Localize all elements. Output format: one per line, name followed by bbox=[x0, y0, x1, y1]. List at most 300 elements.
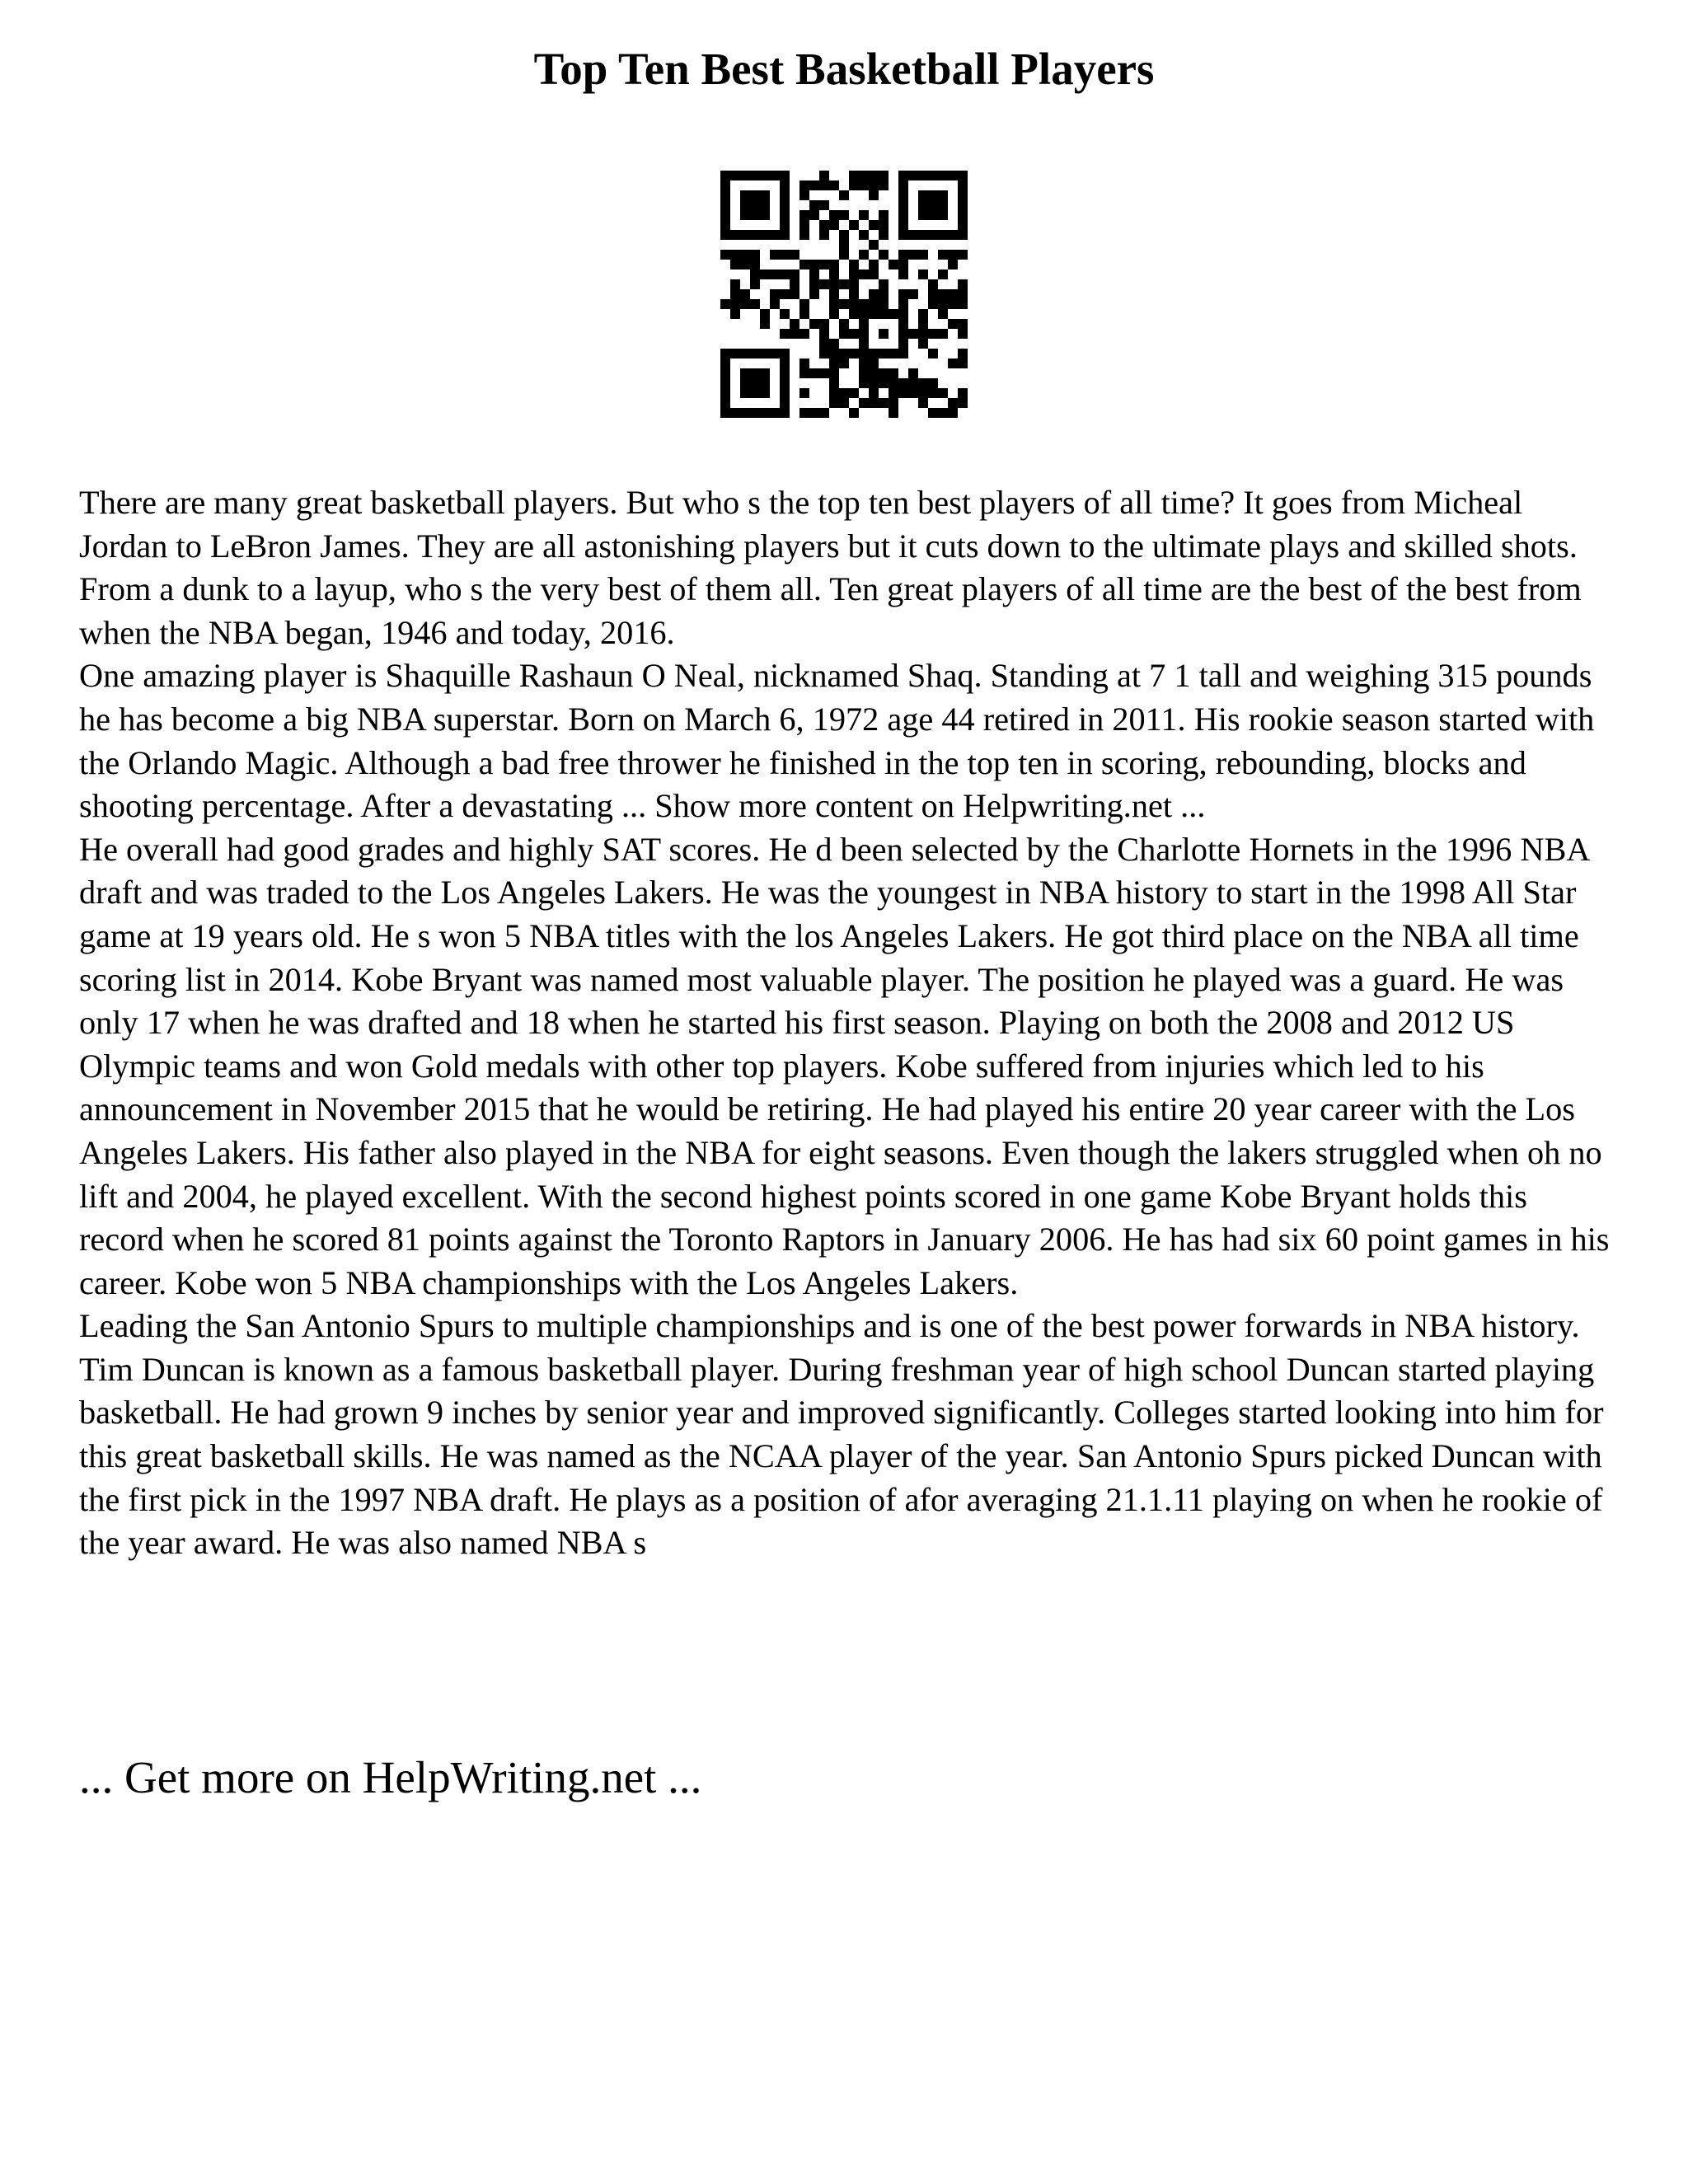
qr-module bbox=[948, 250, 958, 260]
qr-module bbox=[948, 359, 958, 368]
qr-module bbox=[839, 279, 849, 289]
qr-module bbox=[829, 388, 839, 398]
qr-module bbox=[829, 339, 839, 349]
qr-module bbox=[898, 349, 908, 359]
qr-module bbox=[730, 171, 740, 180]
qr-module bbox=[730, 230, 740, 240]
qr-module bbox=[799, 309, 809, 319]
qr-module bbox=[750, 349, 760, 359]
qr-module bbox=[898, 269, 908, 279]
qr-module bbox=[958, 210, 968, 220]
qr-module bbox=[958, 200, 968, 210]
qr-module bbox=[750, 368, 760, 378]
qr-module bbox=[908, 368, 918, 378]
qr-module bbox=[730, 260, 740, 269]
qr-module bbox=[908, 250, 918, 260]
qr-module bbox=[780, 349, 790, 359]
qr-module bbox=[859, 368, 869, 378]
qr-module bbox=[720, 180, 730, 190]
qr-module bbox=[859, 319, 869, 329]
qr-module bbox=[740, 190, 750, 200]
qr-module bbox=[720, 398, 730, 408]
qr-module bbox=[780, 180, 790, 190]
qr-module bbox=[750, 299, 760, 309]
qr-module bbox=[809, 368, 819, 378]
qr-module bbox=[829, 269, 839, 279]
qr-module bbox=[889, 398, 898, 408]
qr-module bbox=[879, 299, 889, 309]
qr-module bbox=[819, 230, 829, 240]
qr-module bbox=[948, 299, 958, 309]
qr-module bbox=[879, 378, 889, 388]
qr-module bbox=[740, 230, 750, 240]
qr-module bbox=[879, 220, 889, 230]
qr-module bbox=[760, 388, 770, 398]
qr-module bbox=[889, 388, 898, 398]
qr-module bbox=[839, 230, 849, 240]
qr-module bbox=[859, 339, 869, 349]
qr-module bbox=[730, 299, 740, 309]
qr-module bbox=[898, 200, 908, 210]
qr-module bbox=[829, 398, 839, 408]
qr-module bbox=[958, 171, 968, 180]
qr-module bbox=[839, 210, 849, 220]
qr-module bbox=[829, 260, 839, 269]
qr-module bbox=[750, 388, 760, 398]
qr-module bbox=[799, 180, 809, 190]
qr-module bbox=[760, 269, 770, 279]
qr-module bbox=[849, 180, 859, 190]
qr-module bbox=[720, 210, 730, 220]
qr-module bbox=[720, 378, 730, 388]
qr-module bbox=[780, 368, 790, 378]
qr-module bbox=[720, 368, 730, 378]
qr-module bbox=[928, 388, 938, 398]
qr-module bbox=[740, 388, 750, 398]
qr-module bbox=[839, 359, 849, 368]
qr-module bbox=[790, 329, 799, 339]
qr-module bbox=[928, 378, 938, 388]
qr-module bbox=[790, 250, 799, 260]
qr-module bbox=[898, 210, 908, 220]
qr-module bbox=[948, 230, 958, 240]
qr-module bbox=[928, 329, 938, 339]
qr-module bbox=[928, 171, 938, 180]
qr-module bbox=[869, 289, 879, 299]
qr-module bbox=[898, 339, 908, 349]
qr-module bbox=[898, 378, 908, 388]
qr-module bbox=[750, 408, 760, 418]
qr-module bbox=[780, 309, 790, 319]
qr-module bbox=[829, 220, 839, 230]
qr-module bbox=[839, 349, 849, 359]
qr-module bbox=[720, 299, 730, 309]
qr-module bbox=[829, 309, 839, 319]
qr-module bbox=[869, 260, 879, 269]
qr-module bbox=[750, 230, 760, 240]
qr-module bbox=[938, 309, 948, 319]
qr-module bbox=[720, 190, 730, 200]
qr-module bbox=[720, 200, 730, 210]
qr-module bbox=[829, 378, 839, 388]
qr-module bbox=[770, 408, 780, 418]
qr-module bbox=[799, 220, 809, 230]
qr-module bbox=[859, 180, 869, 190]
qr-module bbox=[849, 269, 859, 279]
qr-module bbox=[948, 319, 958, 329]
qr-module bbox=[938, 408, 948, 418]
qr-module bbox=[750, 279, 760, 289]
qr-module bbox=[720, 220, 730, 230]
qr-module bbox=[849, 260, 859, 269]
qr-module bbox=[839, 299, 849, 309]
qr-module bbox=[829, 289, 839, 299]
qr-module bbox=[770, 349, 780, 359]
qr-module bbox=[740, 171, 750, 180]
qr-module bbox=[849, 309, 859, 319]
qr-module bbox=[770, 230, 780, 240]
qr-module bbox=[730, 309, 740, 319]
qr-module bbox=[780, 230, 790, 240]
qr-module bbox=[958, 359, 968, 368]
qr-module bbox=[948, 408, 958, 418]
qr-module bbox=[928, 289, 938, 299]
qr-module bbox=[829, 368, 839, 378]
qr-module bbox=[938, 250, 948, 260]
qr-module bbox=[780, 329, 790, 339]
qr-module bbox=[750, 171, 760, 180]
qr-module bbox=[869, 378, 879, 388]
qr-module bbox=[819, 368, 829, 378]
qr-module bbox=[780, 388, 790, 398]
qr-module bbox=[730, 279, 740, 289]
qr-module bbox=[829, 359, 839, 368]
qr-module bbox=[720, 359, 730, 368]
qr-module bbox=[948, 171, 958, 180]
qr-module bbox=[780, 220, 790, 230]
qr-module bbox=[908, 329, 918, 339]
qr-module bbox=[928, 279, 938, 289]
qr-module bbox=[809, 408, 819, 418]
qr-module bbox=[869, 309, 879, 319]
qr-module bbox=[740, 210, 750, 220]
qr-module bbox=[928, 349, 938, 359]
qr-module bbox=[849, 220, 859, 230]
qr-module bbox=[938, 200, 948, 210]
qr-module bbox=[750, 260, 760, 269]
qr-module bbox=[819, 329, 829, 339]
qr-module bbox=[790, 289, 799, 299]
qr-module bbox=[740, 378, 750, 388]
qr-module bbox=[859, 398, 869, 408]
qr-module bbox=[799, 260, 809, 269]
qr-module bbox=[859, 359, 869, 368]
qr-module bbox=[760, 230, 770, 240]
qr-module bbox=[918, 190, 928, 200]
qr-module bbox=[908, 289, 918, 299]
qr-module bbox=[819, 319, 829, 329]
qr-module bbox=[859, 309, 869, 319]
qr-module bbox=[918, 388, 928, 398]
qr-module bbox=[958, 388, 968, 398]
qr-module bbox=[720, 171, 730, 180]
qr-module bbox=[958, 299, 968, 309]
qr-module bbox=[918, 319, 928, 329]
qr-module bbox=[859, 378, 869, 388]
qr-module bbox=[829, 279, 839, 289]
qr-module bbox=[898, 250, 908, 260]
qr-module bbox=[819, 339, 829, 349]
qr-module bbox=[849, 279, 859, 289]
qr-module bbox=[948, 289, 958, 299]
qr-module bbox=[859, 349, 869, 359]
qr-module bbox=[720, 230, 730, 240]
paragraph-intro: There are many great basketball players. But who s the top ten best players of all time? It goes from Micheal Jordan to LeBron James. They are all astonishing players but it cuts down to the ultimate plays and skilled shots. From a dunk to a layup, who s the very best of them all. Ten great players of all time are the best of the best from when the NBA began, 1946 and today, 2016. bbox=[79, 484, 1582, 651]
qr-module bbox=[918, 269, 928, 279]
qr-module bbox=[720, 250, 730, 260]
qr-module bbox=[849, 349, 859, 359]
qr-module bbox=[869, 349, 879, 359]
qr-module bbox=[958, 220, 968, 230]
qr-module bbox=[770, 269, 780, 279]
qr-module bbox=[898, 190, 908, 200]
qr-module bbox=[889, 368, 898, 378]
qr-module bbox=[879, 171, 889, 180]
qr-module bbox=[740, 368, 750, 378]
qr-module bbox=[889, 408, 898, 418]
qr-module bbox=[938, 171, 948, 180]
qr-module bbox=[958, 230, 968, 240]
qr-module bbox=[879, 210, 889, 220]
qr-module bbox=[918, 329, 928, 339]
qr-module bbox=[958, 349, 968, 359]
page-title: Top Ten Best Basketball Players bbox=[533, 44, 1155, 94]
qr-module bbox=[839, 398, 849, 408]
qr-module bbox=[879, 180, 889, 190]
qr-module bbox=[908, 171, 918, 180]
paragraph-kobe: He overall had good grades and highly SAT scores. He d been selected by the Charlotte Hornets in the 1996 NBA draft and was traded to the Los Angeles Lakers. He was the youngest in NBA history to start in the 1998 All Star game at 19 years old. He s won 5 NBA titles with the los Angeles Lakers. He got third place on the NBA all time scoring list in 2014. Kobe Bryant was named most valuable player. The position he played was a guard. He was only 17 when he was drafted and 18 when he started his first season. Playing on both the 2008 and 2012 US Olympic teams and won Gold medals with other top players. Kobe suffered from injuries which led to his announcement in November 2015 that he would be retiring. He had played his entire 20 year career with the Los Angeles Lakers. His father also played in the NBA for eight seasons. Even though the lakers struggled when oh no lift and 2004, he played excellent. With the second highest points scored in one game Kobe Bryant holds this record when he scored 81 points against the Toronto Raptors in January 2006. He has had six 60 point games in his career. Kobe won 5 NBA championships with the Los Angeles Lakers. bbox=[79, 830, 1610, 1301]
qr-module bbox=[809, 180, 819, 190]
qr-module bbox=[790, 319, 799, 329]
qr-module bbox=[829, 349, 839, 359]
qr-module bbox=[879, 368, 889, 378]
qr-module bbox=[720, 408, 730, 418]
qr-module bbox=[799, 408, 809, 418]
qr-module bbox=[859, 250, 869, 260]
qr-module bbox=[819, 279, 829, 289]
qr-module bbox=[879, 329, 889, 339]
qr-module bbox=[918, 230, 928, 240]
qr-module bbox=[958, 289, 968, 299]
qr-module bbox=[770, 299, 780, 309]
qr-module bbox=[918, 200, 928, 210]
qr-module bbox=[859, 269, 869, 279]
qr-module bbox=[839, 250, 849, 260]
qr-module bbox=[958, 279, 968, 289]
qr-module bbox=[740, 289, 750, 299]
qr-module bbox=[809, 319, 819, 329]
qr-module bbox=[730, 408, 740, 418]
qr-module bbox=[898, 289, 908, 299]
qr-module bbox=[958, 250, 968, 260]
qr-module bbox=[869, 180, 879, 190]
qr-module bbox=[859, 230, 869, 240]
qr-module bbox=[928, 299, 938, 309]
qr-module bbox=[958, 398, 968, 408]
qr-module bbox=[849, 289, 859, 299]
qr-module bbox=[780, 190, 790, 200]
qr-module bbox=[958, 180, 968, 190]
qr-module bbox=[898, 260, 908, 269]
qr-module bbox=[760, 408, 770, 418]
qr-module bbox=[869, 220, 879, 230]
qr-module bbox=[869, 368, 879, 378]
qr-module bbox=[879, 309, 889, 319]
qr-module bbox=[780, 171, 790, 180]
qr-module bbox=[819, 260, 829, 269]
qr-module bbox=[869, 171, 879, 180]
qr-module bbox=[869, 190, 879, 200]
qr-module bbox=[879, 230, 889, 240]
qr-module bbox=[799, 210, 809, 220]
qr-module bbox=[889, 260, 898, 269]
qr-module bbox=[750, 250, 760, 260]
qr-module bbox=[829, 210, 839, 220]
qr-module bbox=[790, 269, 799, 279]
qr-module bbox=[740, 408, 750, 418]
qr-module bbox=[918, 339, 928, 349]
qr-module bbox=[859, 210, 869, 220]
qr-module bbox=[879, 349, 889, 359]
get-more-link[interactable]: ... Get more on HelpWriting.net ... bbox=[79, 1752, 702, 1802]
qr-module bbox=[938, 388, 948, 398]
qr-code-icon bbox=[720, 171, 968, 418]
qr-module bbox=[750, 378, 760, 388]
qr-module bbox=[879, 279, 889, 289]
qr-module bbox=[839, 319, 849, 329]
qr-module bbox=[809, 210, 819, 220]
qr-module bbox=[869, 398, 879, 408]
paragraph-shaq: One amazing player is Shaquille Rashaun O Neal, nicknamed Shaq. Standing at 7 1 tall and weighing 315 pounds he has become a big NBA superstar. Born on March 6, 1972 age 44 retired in 2011. His rookie season started with the Orlando Magic. Although a bad free thrower he finished in the top ten in scoring, rebounding, blocks and shooting percentage. After a devastating ... Show more content on Helpwriting.net ... bbox=[79, 657, 1595, 825]
qr-module bbox=[799, 230, 809, 240]
qr-module bbox=[849, 329, 859, 339]
qr-module bbox=[869, 240, 879, 250]
qr-module bbox=[908, 388, 918, 398]
qr-module bbox=[770, 171, 780, 180]
qr-module bbox=[898, 171, 908, 180]
qr-module bbox=[809, 260, 819, 269]
qr-module bbox=[839, 190, 849, 200]
qr-module bbox=[819, 180, 829, 190]
qr-module bbox=[760, 171, 770, 180]
qr-module bbox=[849, 388, 859, 398]
qr-module bbox=[879, 250, 889, 260]
qr-module bbox=[938, 269, 948, 279]
qr-module bbox=[849, 171, 859, 180]
qr-module bbox=[889, 309, 898, 319]
qr-module bbox=[839, 240, 849, 250]
qr-module bbox=[780, 408, 790, 418]
qr-module bbox=[819, 349, 829, 359]
qr-module bbox=[819, 200, 829, 210]
qr-module bbox=[780, 378, 790, 388]
qr-module bbox=[918, 378, 928, 388]
qr-module bbox=[780, 200, 790, 210]
qr-module bbox=[938, 230, 948, 240]
qr-module bbox=[730, 250, 740, 260]
qr-module bbox=[879, 398, 889, 408]
qr-module bbox=[760, 349, 770, 359]
qr-module bbox=[938, 289, 948, 299]
qr-module bbox=[799, 329, 809, 339]
qr-module bbox=[780, 398, 790, 408]
qr-module bbox=[938, 190, 948, 200]
qr-module bbox=[918, 171, 928, 180]
qr-module bbox=[750, 269, 760, 279]
qr-module bbox=[859, 299, 869, 309]
qr-module bbox=[908, 378, 918, 388]
qr-module bbox=[928, 408, 938, 418]
qr-module bbox=[760, 210, 770, 220]
qr-module bbox=[948, 398, 958, 408]
qr-module bbox=[780, 289, 790, 299]
qr-module bbox=[760, 309, 770, 319]
qr-module bbox=[809, 289, 819, 299]
qr-module bbox=[918, 250, 928, 260]
qr-module bbox=[849, 299, 859, 309]
qr-module bbox=[720, 388, 730, 398]
qr-module bbox=[928, 200, 938, 210]
qr-module bbox=[869, 269, 879, 279]
qr-module bbox=[879, 289, 889, 299]
qr-module bbox=[740, 250, 750, 260]
qr-module bbox=[869, 299, 879, 309]
qr-module bbox=[780, 250, 790, 260]
article-body bbox=[79, 481, 1612, 1565]
qr-module bbox=[938, 299, 948, 309]
qr-module bbox=[760, 200, 770, 210]
qr-module bbox=[730, 289, 740, 299]
qr-module bbox=[898, 180, 908, 190]
qr-module bbox=[760, 368, 770, 378]
qr-module bbox=[790, 279, 799, 289]
qr-module bbox=[740, 260, 750, 269]
qr-module bbox=[938, 210, 948, 220]
qr-module bbox=[898, 220, 908, 230]
qr-module bbox=[938, 329, 948, 339]
qr-module bbox=[770, 250, 780, 260]
qr-module bbox=[958, 319, 968, 329]
qr-module bbox=[780, 359, 790, 368]
qr-module bbox=[948, 260, 958, 269]
qr-module bbox=[898, 329, 908, 339]
qr-module bbox=[780, 210, 790, 220]
qr-module bbox=[908, 230, 918, 240]
qr-module bbox=[898, 299, 908, 309]
qr-module bbox=[898, 319, 908, 329]
qr-module bbox=[889, 349, 898, 359]
qr-module bbox=[770, 289, 780, 299]
qr-module bbox=[819, 171, 829, 180]
qr-module bbox=[799, 299, 809, 309]
qr-module bbox=[928, 190, 938, 200]
qr-module bbox=[750, 190, 760, 200]
qr-module bbox=[839, 388, 849, 398]
paragraph-duncan: Leading the San Antonio Spurs to multiple championships and is one of the best power forwards in NBA history. Tim Duncan is known as a famous basketball player. During freshman year of high school Duncan started playing basketball. He had grown 9 inches by senior year and improved significantly. Colleges started looking into him for this great basketball skills. He was named as the NCAA player of the year. San Antonio Spurs picked Duncan with the first pick in the 1997 NBA draft. He plays as a position of afor averaging 21.1.11 playing on when he rookie of the year award. He was also named NBA s bbox=[79, 1307, 1604, 1562]
qr-module bbox=[859, 171, 869, 180]
qr-module bbox=[928, 230, 938, 240]
qr-module bbox=[809, 279, 819, 289]
